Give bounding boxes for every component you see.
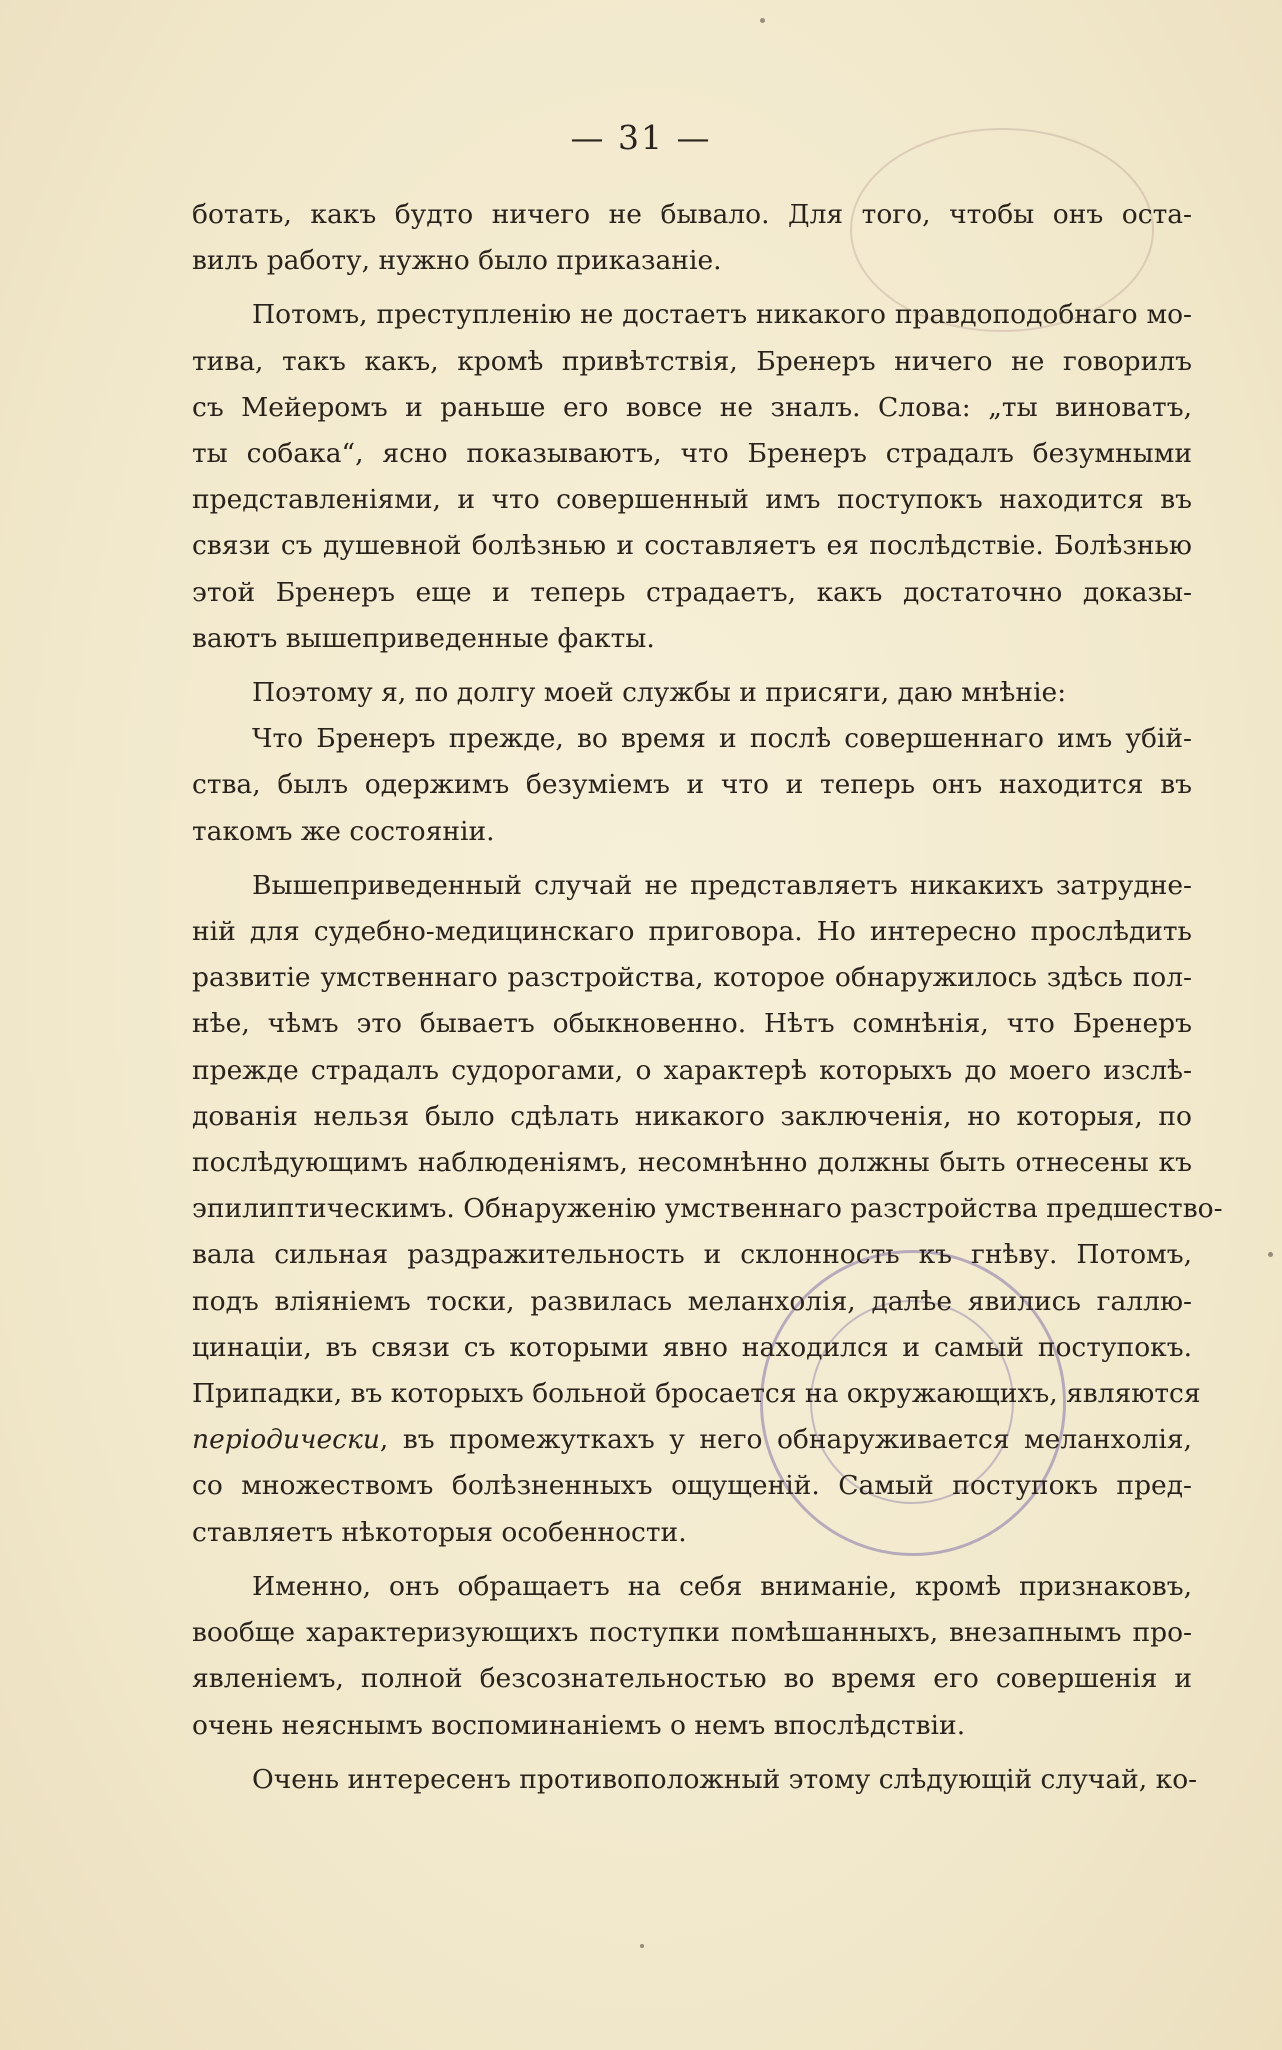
text-line: этой Бренеръ еще и теперь страдаетъ, какъ достаточно доказы-	[192, 576, 1192, 608]
text-line-with-italic	[192, 1417, 1192, 1463]
text-line: ваютъ вышеприведенные факты.	[192, 622, 655, 654]
text-line: очень неяснымъ воспоминаніемъ о немъ впослѣдствіи.	[192, 1709, 966, 1741]
paragraph-continuation	[192, 192, 1192, 284]
text-line: ты собака“, ясно показываютъ, что Бренеръ страдалъ безумными	[192, 438, 1192, 470]
text-line: явленіемъ, полной безсознательностью во время его совершенія и	[192, 1663, 1192, 1695]
text-line: цинаціи, въ связи съ которыми явно находился и самый поступокъ.	[192, 1331, 1192, 1363]
text-line: со множествомъ болѣзненныхъ ощущеній. Самый поступокъ пред-	[192, 1470, 1192, 1502]
paragraph-case-analysis	[192, 863, 1223, 1556]
page-body-text	[192, 192, 1223, 1803]
text-line: ній для судебно-медицинскаго приговора. Но интересно прослѣдить	[192, 916, 1192, 948]
text-line: Очень интересенъ противоположный этому слѣдующій случай, ко-	[252, 1763, 1198, 1795]
italic-emphasis: періодически	[192, 1424, 380, 1456]
paper-speck	[640, 1944, 644, 1948]
text-line: подъ вліяніемъ тоски, развилась меланхолія, далѣе явились галлю-	[192, 1285, 1192, 1317]
text-line: вала сильная раздражительность и склонность къ гнѣву. Потомъ,	[192, 1239, 1192, 1271]
text-line: Припадки, въ которыхъ больной бросается на окружающихъ, являются	[192, 1378, 1201, 1410]
text-line: эпилиптическимъ. Обнаруженію умственнаго разстройства предшество-	[192, 1193, 1223, 1225]
text-line: ставляетъ нѣкоторыя особенности.	[192, 1516, 687, 1548]
text-line: Именно, онъ обращаетъ на себя вниманіе, кромѣ признаковъ,	[252, 1570, 1192, 1602]
paragraph-motive	[192, 292, 1192, 662]
text-line: связи съ душевной болѣзнью и составляетъ ея послѣдствіе. Болѣзнью	[192, 530, 1192, 562]
paper-speck	[760, 18, 765, 23]
text-line: ства, былъ одержимъ безуміемъ и что и теперь онъ находится въ	[192, 769, 1192, 801]
text-line: вилъ работу, нужно было приказаніе.	[192, 245, 722, 277]
text-line: такомъ же состояніи.	[192, 815, 495, 847]
text-line: Потомъ, преступленію не достаетъ никакого правдоподобнаго мо-	[252, 299, 1192, 331]
text-line: Поэтому я, по долгу моей службы и присяги, даю мнѣніе:	[252, 677, 1067, 709]
text-line: Что Бренеръ прежде, во время и послѣ совершеннаго имъ убій-	[252, 723, 1192, 755]
page-number: — 31 —	[570, 118, 712, 157]
text-line: вообще характеризующихъ поступки помѣшанныхъ, внезапнымъ про-	[192, 1617, 1192, 1649]
text-line: съ Мейеромъ и раньше его вовсе не зналъ. Слова: „ты виноватъ,	[192, 391, 1192, 423]
text-line: Вышеприведенный случай не представляетъ никакихъ затрудне-	[252, 869, 1192, 901]
paper-speck	[1268, 1252, 1273, 1257]
paragraph-opinion	[192, 716, 1192, 855]
text-line: нѣе, чѣмъ это бываетъ обыкновенно. Нѣтъ сомнѣнія, что Бренеръ	[192, 1008, 1192, 1040]
text-line: послѣдующимъ наблюденіямъ, несомнѣнно должны быть отнесены къ	[192, 1147, 1192, 1179]
text-line: представленіями, и что совершенный имъ поступокъ находится въ	[192, 484, 1192, 516]
text-line: ботать, какъ будто ничего не бывало. Для того, чтобы онъ оста-	[192, 199, 1192, 230]
text-line: прежде страдалъ судорогами, о характерѣ которыхъ до моего изслѣ-	[192, 1054, 1192, 1086]
paragraph-features	[192, 1564, 1192, 1749]
paragraph-next-case	[192, 1757, 1198, 1803]
text-line: развитіе умственнаго разстройства, которое обнаружилось здѣсь пол-	[192, 962, 1192, 994]
paragraph-opinion-intro	[192, 670, 1192, 716]
text-line: тива, такъ какъ, кромѣ привѣтствія, Бренеръ ничего не говорилъ	[192, 345, 1192, 377]
text-line-remainder: , въ промежуткахъ у него обнаруживается меланхолія,	[379, 1424, 1192, 1456]
text-line: дованія нельзя было сдѣлать никакого заключенія, но которыя, по	[192, 1100, 1192, 1132]
